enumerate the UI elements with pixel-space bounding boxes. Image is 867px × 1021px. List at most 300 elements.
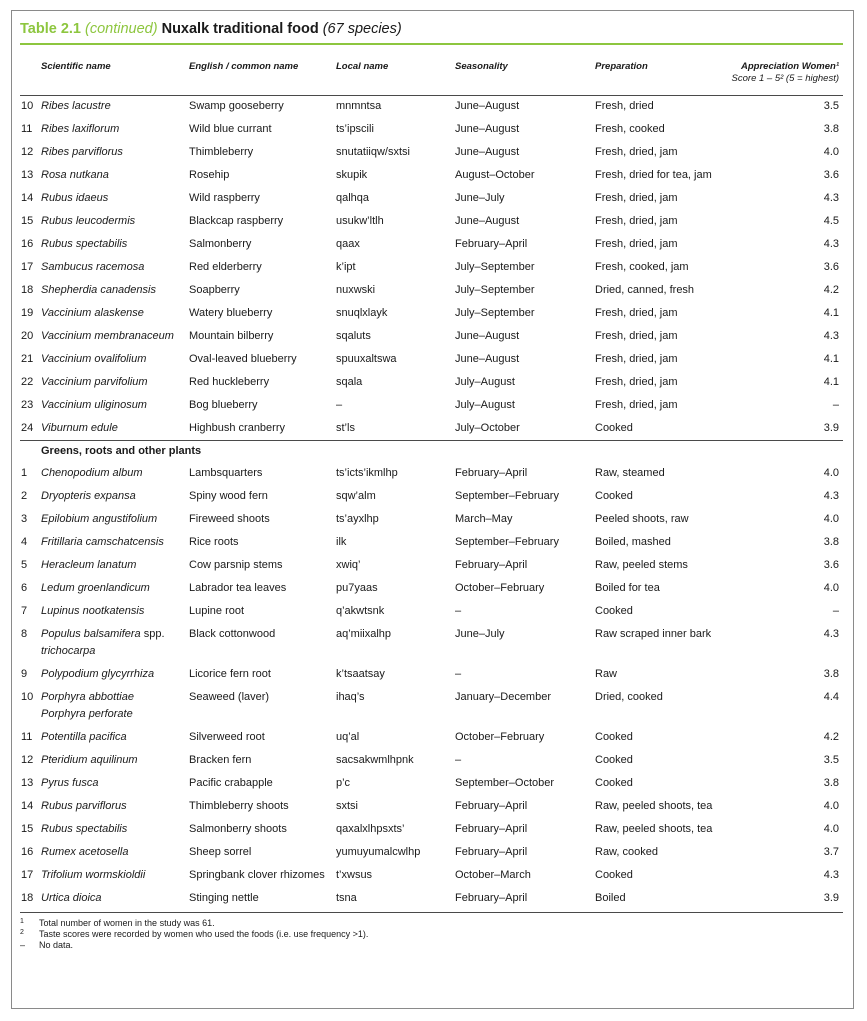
scientific-name: [41, 399, 147, 411]
footnote-mark: 1: [20, 918, 24, 925]
preparation: Fresh, dried, jam: [595, 399, 678, 411]
table-row: [12, 600, 853, 623]
seasonality: July–September: [455, 261, 535, 273]
appreciation-score: 3.5: [823, 754, 839, 766]
local-name: sxtsi: [336, 800, 358, 812]
scientific-name: [41, 467, 143, 479]
english-name: Stinging nettle: [189, 892, 259, 904]
scientific-name: [41, 823, 127, 835]
scientific-name-text: Populus balsamifera: [41, 628, 141, 640]
local-name: st’ls: [336, 422, 355, 434]
scientific-name-text: Rubus leucodermis: [41, 215, 136, 227]
english-name: Pacific crabapple: [189, 777, 273, 789]
scientific-name-text: Heracleum lanatum: [41, 559, 137, 571]
appreciation-score: –: [832, 399, 839, 411]
appreciation-score: 4.3: [823, 192, 839, 204]
scientific-name: [41, 731, 127, 743]
scientific-name: [41, 513, 157, 525]
local-name: ihaq’s: [336, 691, 365, 703]
scientific-name-text: Polypodium glycyrrhiza: [41, 668, 155, 680]
local-name: sqaluts: [336, 330, 371, 342]
local-name: xwiq’: [336, 559, 361, 571]
english-name: Spiny wood fern: [189, 490, 268, 502]
local-name: p’c: [336, 777, 351, 789]
title-rule: [20, 43, 843, 45]
local-name: nuxwski: [336, 284, 376, 296]
table-row: [12, 348, 853, 371]
english-name: Cow parsnip stems: [189, 559, 283, 571]
row-number: 14: [21, 192, 34, 204]
preparation: Fresh, cooked: [595, 123, 665, 135]
seasonality: September–October: [455, 777, 555, 789]
scientific-name-text: Vaccinium parvifolium: [41, 376, 148, 388]
table-row: [12, 118, 853, 141]
local-name: skupik: [336, 169, 368, 181]
seasonality: June–July: [455, 192, 505, 204]
table-row: [12, 864, 853, 887]
section-heading-text: Greens, roots and other plants: [41, 445, 202, 457]
local-name: usukw’ltlh: [336, 215, 384, 227]
preparation: Dried, cooked: [595, 691, 663, 703]
appreciation-score: 3.8: [823, 123, 839, 135]
seasonality: October–February: [455, 731, 545, 743]
preparation: Fresh, dried, jam: [595, 307, 678, 319]
preparation: Fresh, dried, jam: [595, 238, 678, 250]
preparation: Fresh, cooked, jam: [595, 261, 689, 273]
scientific-name-text: Ribes lacustre: [41, 100, 111, 112]
english-name: Salmonberry: [189, 238, 252, 250]
seasonality: July–August: [455, 376, 515, 388]
scientific-name: [41, 754, 138, 766]
scientific-name-text: Vaccinium uliginosum: [41, 399, 147, 411]
appreciation-score: 4.3: [823, 238, 839, 250]
scientific-name: [41, 559, 136, 571]
table-number: Table 2.1: [20, 21, 81, 37]
scientific-name: [41, 691, 134, 703]
english-name: Silverweed root: [189, 731, 265, 743]
table-row: [12, 686, 853, 726]
english-name: Swamp gooseberry: [189, 100, 284, 112]
row-number: 13: [21, 777, 34, 789]
row-number: 10: [21, 100, 34, 112]
scientific-name-text: Rubus idaeus: [41, 192, 109, 204]
table-row: [12, 256, 853, 279]
row-number: 12: [21, 754, 34, 766]
seasonality: June–August: [455, 215, 520, 227]
preparation: Cooked: [595, 777, 633, 789]
table-row: [12, 887, 853, 910]
scientific-name-text: Urtica dioica: [41, 892, 102, 904]
row-number: 21: [21, 353, 34, 365]
local-name: ts’icts’ikmlhp: [336, 467, 398, 479]
scientific-name-text: Shepherdia canadensis: [41, 284, 156, 296]
appreciation-score: 3.8: [823, 777, 839, 789]
appreciation-score: 4.3: [823, 628, 839, 640]
preparation: Fresh, dried, jam: [595, 215, 678, 227]
table-body: [12, 95, 853, 910]
scientific-name-text: Ribes parviflorus: [41, 146, 123, 158]
scientific-name: [41, 330, 174, 342]
local-name: qaax: [336, 238, 360, 250]
appreciation-score: 4.0: [823, 823, 839, 835]
row-number: 12: [21, 146, 34, 158]
scientific-name-text: Lupinus nootkatensis: [41, 605, 145, 617]
row-number: 15: [21, 823, 34, 835]
local-name: spuuxaltswa: [336, 353, 397, 365]
scientific-name: [41, 628, 165, 640]
appreciation-score: 4.1: [823, 376, 839, 388]
scientific-name-text: Rubus spectabilis: [41, 823, 128, 835]
appreciation-score: 4.3: [823, 330, 839, 342]
table-row: [12, 233, 853, 256]
seasonality: February–April: [455, 238, 528, 250]
table-row: [12, 371, 853, 394]
english-name: Black cottonwood: [189, 628, 276, 640]
english-name: Rosehip: [189, 169, 230, 181]
table-row: [12, 462, 853, 485]
seasonality: July–September: [455, 307, 535, 319]
scientific-name: [41, 668, 154, 680]
seasonality: June–August: [455, 100, 520, 112]
footnote-mark: 2: [20, 929, 24, 936]
preparation: Fresh, dried, jam: [595, 192, 678, 204]
english-name: Bracken fern: [189, 754, 252, 766]
scientific-name: [41, 422, 118, 434]
table-row: [12, 726, 853, 749]
scientific-name: [41, 353, 146, 365]
seasonality: February–April: [455, 846, 528, 858]
header-scientific-name: Scientific name: [41, 61, 111, 72]
header-preparation: Preparation: [595, 61, 648, 72]
local-name: qalhqa: [336, 192, 370, 204]
local-name: pu7yaas: [336, 582, 378, 594]
preparation: Fresh, dried, jam: [595, 146, 678, 158]
english-name: Highbush cranberry: [189, 422, 285, 434]
english-name: Wild blue currant: [189, 123, 272, 135]
local-name: mnmntsa: [336, 100, 382, 112]
row-number: 16: [21, 238, 34, 250]
seasonality: February–April: [455, 559, 528, 571]
table-row: [12, 554, 853, 577]
seasonality: June–August: [455, 330, 520, 342]
seasonality: February–April: [455, 823, 528, 835]
footnote-text: Total number of women in the study was 61.: [39, 918, 215, 928]
appreciation-score: 4.3: [823, 869, 839, 881]
table-row: [12, 577, 853, 600]
scientific-name-text: Fritillaria camschatcensis: [41, 536, 164, 548]
table-bottom-rule: [20, 912, 843, 913]
appreciation-score: 3.6: [823, 559, 839, 571]
seasonality: September–February: [455, 490, 559, 502]
table-title: [20, 21, 402, 37]
scientific-name: [41, 238, 127, 250]
table-row: [12, 623, 853, 663]
row-number: 5: [21, 559, 28, 571]
english-name: Red huckleberry: [189, 376, 270, 388]
preparation: Raw, peeled shoots, tea: [595, 823, 713, 835]
preparation: Raw, cooked: [595, 846, 658, 858]
preparation: Cooked: [595, 869, 633, 881]
appreciation-score: 3.6: [823, 169, 839, 181]
local-name: uq’al: [336, 731, 360, 743]
scientific-name: [41, 605, 144, 617]
appreciation-score: 3.8: [823, 668, 839, 680]
seasonality: January–December: [455, 691, 551, 703]
table-main-title: Nuxalk traditional food: [161, 21, 319, 37]
local-name: qaxalxlhpsxts’: [336, 823, 405, 835]
english-name: Watery blueberry: [189, 307, 273, 319]
english-name: Oval-leaved blueberry: [189, 353, 297, 365]
scientific-name-text: Rumex acetosella: [41, 846, 129, 858]
row-number: 14: [21, 800, 34, 812]
row-number: 15: [21, 215, 34, 227]
english-name: Lupine root: [189, 605, 245, 617]
appreciation-score: 4.2: [823, 731, 839, 743]
table-row: [12, 187, 853, 210]
english-name: Sheep sorrel: [189, 846, 252, 858]
local-name: snutatiiqw/sxtsi: [336, 146, 410, 158]
appreciation-score: 4.4: [823, 691, 839, 703]
row-number: 20: [21, 330, 34, 342]
table-subtitle: (67 species): [322, 21, 402, 37]
seasonality: June–August: [455, 146, 520, 158]
header-english-name: English / common name: [189, 61, 299, 72]
preparation: Fresh, dried for tea, jam: [595, 169, 712, 181]
scientific-name: [41, 582, 150, 594]
scientific-name: [41, 777, 98, 789]
scientific-name-text: Ledum groenlandicum: [41, 582, 150, 594]
english-name: Thimbleberry shoots: [189, 800, 289, 812]
scientific-name-text: Rubus spectabilis: [41, 238, 128, 250]
species-abbrev: spp.: [140, 628, 165, 640]
seasonality: July–September: [455, 284, 535, 296]
row-number: 24: [21, 422, 34, 434]
scientific-name: [41, 123, 119, 135]
preparation: Cooked: [595, 731, 633, 743]
scientific-name: [41, 800, 127, 812]
row-number: 16: [21, 846, 34, 858]
row-number: 13: [21, 169, 34, 181]
table-row: [12, 95, 853, 118]
table-row: [12, 417, 853, 440]
english-name: Blackcap raspberry: [189, 215, 284, 227]
seasonality: October–March: [455, 869, 531, 881]
table-row: [12, 818, 853, 841]
scientific-name: [41, 215, 135, 227]
scientific-name-text: Porphyra abbottiae: [41, 691, 134, 703]
table-continued: (continued): [85, 21, 158, 37]
scientific-name-line2: trichocarpa: [41, 645, 96, 657]
header-local-name: Local name: [336, 61, 389, 72]
row-number: 2: [21, 490, 28, 502]
english-name: Licorice fern root: [189, 668, 271, 680]
scientific-name-text: Dryopteris expansa: [41, 490, 136, 502]
seasonality: –: [455, 605, 462, 617]
seasonality: February–April: [455, 800, 528, 812]
preparation: Cooked: [595, 754, 633, 766]
seasonality: June–August: [455, 353, 520, 365]
appreciation-score: 3.5: [823, 100, 839, 112]
preparation: Raw scraped inner bark: [595, 628, 712, 640]
local-name: tsna: [336, 892, 357, 904]
row-number: 17: [21, 869, 34, 881]
appreciation-score: 3.6: [823, 261, 839, 273]
scientific-name-text: Rubus parviflorus: [41, 800, 127, 812]
local-name: k’ipt: [336, 261, 356, 273]
local-name: yumuyumalcwlhp: [336, 846, 421, 858]
preparation: Cooked: [595, 605, 633, 617]
scientific-name: [41, 146, 123, 158]
table-row: [12, 531, 853, 554]
preparation: Peeled shoots, raw: [595, 513, 689, 525]
row-number: 11: [21, 731, 33, 743]
table-row: [12, 279, 853, 302]
scientific-name: [41, 869, 145, 881]
table-row: [12, 772, 853, 795]
local-name: q’akwtsnk: [336, 605, 385, 617]
row-number: 18: [21, 284, 34, 296]
appreciation-score: 3.7: [823, 846, 839, 858]
scientific-name: [41, 261, 144, 273]
seasonality: February–April: [455, 467, 528, 479]
table-row: [12, 749, 853, 772]
table-row: [12, 325, 853, 348]
table-row: [12, 164, 853, 187]
scientific-name-text: Trifolium wormskioldii: [41, 869, 146, 881]
english-name: Lambsquarters: [189, 467, 263, 479]
seasonality: –: [455, 668, 462, 680]
row-number: 3: [21, 513, 28, 525]
row-number: 7: [21, 605, 28, 617]
preparation: Boiled, mashed: [595, 536, 671, 548]
seasonality: –: [455, 754, 462, 766]
scientific-name: [41, 307, 144, 319]
header-score-scale: Score 1 – 5² (5 = highest): [731, 73, 839, 84]
local-name: ilk: [336, 536, 347, 548]
table-row: [12, 795, 853, 818]
table-header: [12, 61, 853, 95]
local-name: sacsakwmlhpnk: [336, 754, 414, 766]
english-name: Thimbleberry: [189, 146, 254, 158]
english-name: Salmonberry shoots: [189, 823, 287, 835]
english-name: Wild raspberry: [189, 192, 260, 204]
scientific-name: [41, 536, 164, 548]
local-name: k’tsaatsay: [336, 668, 385, 680]
seasonality: October–February: [455, 582, 545, 594]
preparation: Fresh, dried, jam: [595, 376, 678, 388]
scientific-name-text: Vaccinium alaskense: [41, 307, 144, 319]
row-number: 4: [21, 536, 28, 548]
appreciation-score: 4.2: [823, 284, 839, 296]
english-name: Springbank clover rhizomes: [189, 869, 325, 881]
local-name: ts’ipscili: [336, 123, 374, 135]
preparation: Fresh, dried, jam: [595, 330, 678, 342]
scientific-name-text: Potentilla pacifica: [41, 731, 127, 743]
scientific-name-text: Viburnum edule: [41, 422, 118, 434]
preparation: Raw, steamed: [595, 467, 665, 479]
preparation: Fresh, dried, jam: [595, 353, 678, 365]
row-number: 22: [21, 376, 34, 388]
preparation: Cooked: [595, 490, 633, 502]
scientific-name: [41, 892, 102, 904]
local-name: t’xwsus: [336, 869, 373, 881]
local-name: sqala: [336, 376, 363, 388]
row-number: 17: [21, 261, 34, 273]
appreciation-score: 4.0: [823, 467, 839, 479]
preparation: Raw, peeled stems: [595, 559, 688, 571]
scientific-name-text: Vaccinium membranaceum: [41, 330, 174, 342]
table-row: [12, 302, 853, 325]
scientific-name-text: Sambucus racemosa: [41, 261, 145, 273]
row-number: 23: [21, 399, 34, 411]
table-row: [12, 210, 853, 233]
preparation: Raw, peeled shoots, tea: [595, 800, 713, 812]
appreciation-score: 3.8: [823, 536, 839, 548]
scientific-name: [41, 192, 108, 204]
scientific-name-text: Pyrus fusca: [41, 777, 99, 789]
row-number: 6: [21, 582, 28, 594]
appreciation-score: 3.9: [823, 422, 839, 434]
footnote-text: Taste scores were recorded by women who used the foods (i.e. use frequency >1).: [39, 929, 369, 939]
appreciation-score: 4.5: [823, 215, 839, 227]
appreciation-score: 3.9: [823, 892, 839, 904]
section-heading: [12, 441, 853, 462]
table-row: [12, 394, 853, 417]
local-name: sqw’alm: [336, 490, 376, 502]
scientific-name-text: Ribes laxiflorum: [41, 123, 120, 135]
footnote-mark: –: [20, 940, 26, 950]
seasonality: August–October: [455, 169, 535, 181]
header-appreciation: Appreciation Women¹: [741, 61, 839, 72]
scientific-name: [41, 846, 128, 858]
table-row: [12, 663, 853, 686]
scientific-name: [41, 100, 111, 112]
seasonality: June–July: [455, 628, 505, 640]
english-name: Red elderberry: [189, 261, 262, 273]
seasonality: June–August: [455, 123, 520, 135]
appreciation-score: 4.3: [823, 490, 839, 502]
english-name: Mountain bilberry: [189, 330, 274, 342]
english-name: Seaweed (laver): [189, 691, 270, 703]
preparation: Dried, canned, fresh: [595, 284, 695, 296]
local-name: snuqlxlayk: [336, 307, 388, 319]
row-number: 10: [21, 691, 34, 703]
table-row: [12, 485, 853, 508]
english-name: Soapberry: [189, 284, 240, 296]
table-row: [12, 141, 853, 164]
english-name: Fireweed shoots: [189, 513, 270, 525]
row-number: 19: [21, 307, 34, 319]
scientific-name: [41, 376, 148, 388]
table-row: [12, 841, 853, 864]
english-name: Labrador tea leaves: [189, 582, 287, 594]
seasonality: February–April: [455, 892, 528, 904]
seasonality: July–August: [455, 399, 515, 411]
row-number: 11: [21, 123, 33, 135]
scientific-name-line2: Porphyra perforate: [41, 708, 133, 720]
local-name: ts’ayxlhp: [336, 513, 379, 525]
table-row: [12, 508, 853, 531]
seasonality: September–February: [455, 536, 559, 548]
table-page: [11, 10, 854, 1009]
appreciation-score: 4.0: [823, 800, 839, 812]
scientific-name: [41, 169, 109, 181]
appreciation-score: 4.1: [823, 353, 839, 365]
appreciation-score: –: [832, 605, 839, 617]
preparation: Boiled: [595, 892, 626, 904]
scientific-name-text: Chenopodium album: [41, 467, 143, 479]
appreciation-score: 4.1: [823, 307, 839, 319]
